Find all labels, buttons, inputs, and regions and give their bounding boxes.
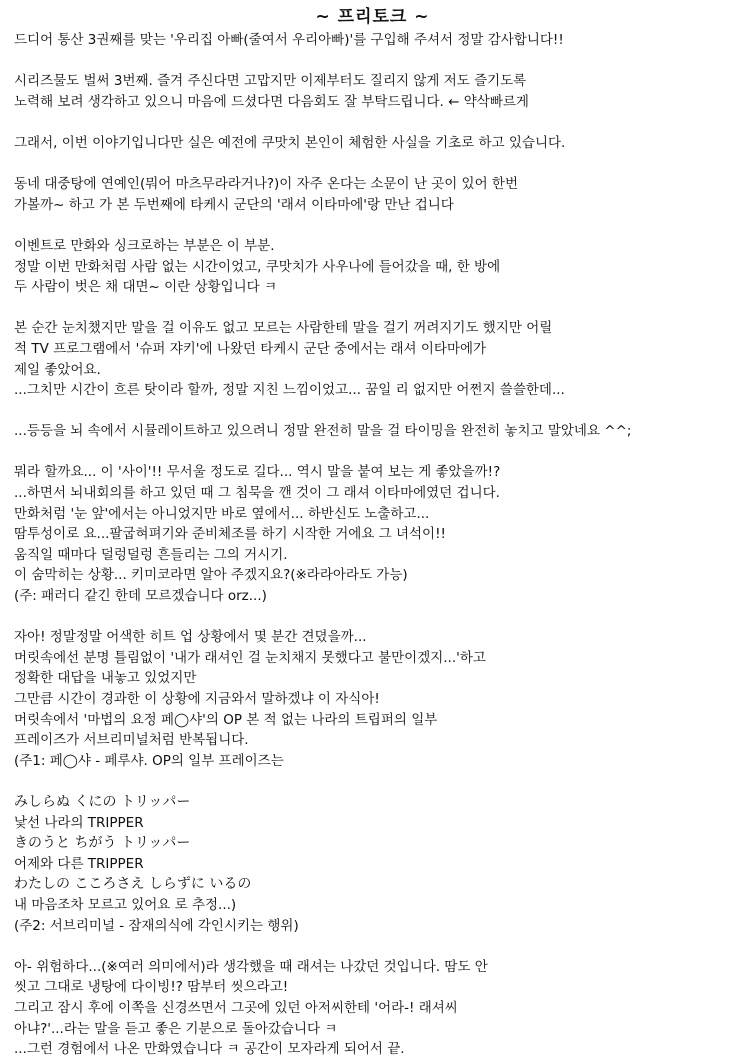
text-line: 만화처럼 '눈 앞'에서는 아니었지만 바로 옆에서... 하반신도 노출하고... <box>14 505 430 522</box>
text-line: 이벤트로 만화와 싱크로하는 부분은 이 부분. <box>14 237 275 254</box>
text-line: (주: 패러디 같긴 한데 모르겠습니다 orz...) <box>14 588 267 605</box>
paragraph-gap <box>14 298 731 319</box>
text-line: ...등등을 뇌 속에서 시뮬레이트하고 있으려니 정말 완전히 말을 걸 타이밍을 완전히 놓치고 말았네요 ^^; <box>14 423 632 440</box>
text-line: 아냐?'...라는 말을 듣고 좋은 기분으로 돌아갔습니다 ㅋ <box>14 1020 338 1037</box>
text-line: 본 순간 눈치챘지만 말을 걸 이유도 없고 모르는 사람한테 말을 걸기 꺼려지기도 했지만 어릴 <box>14 320 553 337</box>
text-line: 머릿속에선 분명 틀림없이 '내가 래셔인 걸 눈치채지 못했다고 불만이겠지...'하고 <box>14 649 486 666</box>
text-line: 씻고 그대로 냉탕에 다이빙!? 땀부터 씻으라고! <box>14 979 289 996</box>
text-line: わたしの こころさえ しらずに いるの <box>14 876 252 893</box>
text-line: きのうと ちがう トリッパー <box>14 835 191 852</box>
text-line: 프레이즈가 서브리미널처럼 반복됩니다. <box>14 732 249 749</box>
text-line: ...그치만 시간이 흐른 탓이라 할까, 정말 지친 느낌이었고... 꿈일 리 없지만 어쩐지 쓸쓸한데... <box>14 382 565 399</box>
text-line: 그래서, 이번 이야기입니다만 실은 예전에 쿠맛치 본인이 체험한 사실을 기초로 하고 있습니다. <box>14 134 566 151</box>
paragraph <box>14 236 731 298</box>
paragraph <box>14 792 731 936</box>
paragraph <box>14 71 731 112</box>
paragraph <box>14 627 731 771</box>
paragraph <box>14 957 731 1060</box>
text-line: (주1: 페◯샤 - 페루샤. OP의 일부 프레이즈는 <box>14 752 284 769</box>
text-line: 머릿속에서 '마법의 요정 페◯샤'의 OP 본 적 없는 나라의 트립퍼의 일부 <box>14 711 438 728</box>
paragraph <box>14 174 731 215</box>
text-line: 움직일 때마다 덜렁덜렁 흔들리는 그의 거시기. <box>14 546 288 563</box>
text-line: 제일 좋았어요. <box>14 361 101 378</box>
text-line: 그리고 잠시 후에 이쪽을 신경쓰면서 그곳에 있던 아저씨한테 '어라-! 래셔씨 <box>14 999 458 1016</box>
text-line: 땀투성이로 요...팔굽혀펴기와 준비체조를 하기 시작한 거에요 그 녀석이!! <box>14 526 446 543</box>
text-line: みしらぬ くにの トリッパー <box>14 793 191 810</box>
text-line: 이 숨막히는 상황... 키미코라면 알아 주겠지요?(※라라아라도 가능) <box>14 567 408 584</box>
paragraph-gap <box>14 154 731 175</box>
paragraph <box>14 318 731 400</box>
text-line: 가볼까~ 하고 가 본 두번째에 타케시 군단의 '래셔 이타마에'랑 만난 겁니다 <box>14 196 454 213</box>
text-line: 정말 이번 만화처럼 사람 없는 시간이었고, 쿠맛치가 사우나에 들어갔을 때, 한 방에 <box>14 258 501 275</box>
text-line: 뭐라 할까요... 이 '사이'!! 무서울 정도로 길다... 역시 말을 붙여 보는 게 좋았을까!? <box>14 464 501 481</box>
paragraph-gap <box>14 442 731 463</box>
text-line: (주2: 서브리미널 - 잠재의식에 각인시키는 행위) <box>14 917 299 934</box>
paragraph-gap <box>14 771 731 792</box>
text-line: 어제와 다른 TRIPPER <box>14 855 144 872</box>
text-line: 노력해 보려 생각하고 있으니 마음에 드셨다면 다음회도 잘 부탁드립니다. ← 약삭빠르게 <box>14 93 529 110</box>
paragraph <box>14 462 731 606</box>
paragraph <box>14 421 731 442</box>
page-title: ~ 프리토크 ~ <box>315 7 430 27</box>
free-talk-body <box>14 30 731 1060</box>
text-line: 낯선 나라의 TRIPPER <box>14 814 144 831</box>
text-line: ...그런 경험에서 나온 만화였습니다 ㅋ 공간이 모자라게 되어서 끝. <box>14 1041 405 1058</box>
text-line: 그만큼 시간이 경과한 이 상황에 지금와서 말하겠냐 이 자식아! <box>14 691 380 707</box>
paragraph-gap <box>14 607 731 628</box>
text-line: 아- 위험하다...(※여러 의미에서)라 생각했을 때 래셔는 나갔던 것입니다. 땀도 안 <box>14 958 488 975</box>
text-line: 동네 대중탕에 연예인(뭐어 마츠무라라거나?)이 자주 온다는 소문이 난 곳이 있어 한번 <box>14 176 519 193</box>
text-line: 시리즈물도 벌써 3번째. 즐겨 주신다면 고맙지만 이제부터도 질리지 않게 저도 즐기도록 <box>14 73 527 90</box>
text-line: 드디어 통산 3권째를 맞는 '우리집 아빠(줄여서 우리아빠)'를 구입해 주셔서 정말 감사합니다!! <box>14 32 564 48</box>
paragraph-gap <box>14 51 731 72</box>
text-line: 자아! 정말정말 어색한 히트 업 상황에서 몇 분간 견뎠을까... <box>14 629 367 646</box>
text-line: 정확한 대답을 내놓고 있었지만 <box>14 670 197 687</box>
paragraph-gap <box>14 401 731 422</box>
text-line: 두 사람이 벗은 채 대면~ 이란 상황입니다 ㅋ <box>14 279 278 296</box>
text-line: ...하면서 뇌내회의를 하고 있던 때 그 침묵을 깬 것이 그 래셔 이타마에였던 겁니다. <box>14 485 500 502</box>
paragraph-gap <box>14 215 731 236</box>
paragraph-gap <box>14 936 731 957</box>
text-line: 적 TV 프로그램에서 '슈퍼 쟈키'에 나왔던 타케시 군단 중에서는 래셔 이타마에가 <box>14 340 487 357</box>
paragraph <box>14 133 731 154</box>
paragraph <box>14 30 731 51</box>
text-line: 내 마음조차 모르고 있어요 로 추정...) <box>14 896 237 913</box>
paragraph-gap <box>14 112 731 133</box>
